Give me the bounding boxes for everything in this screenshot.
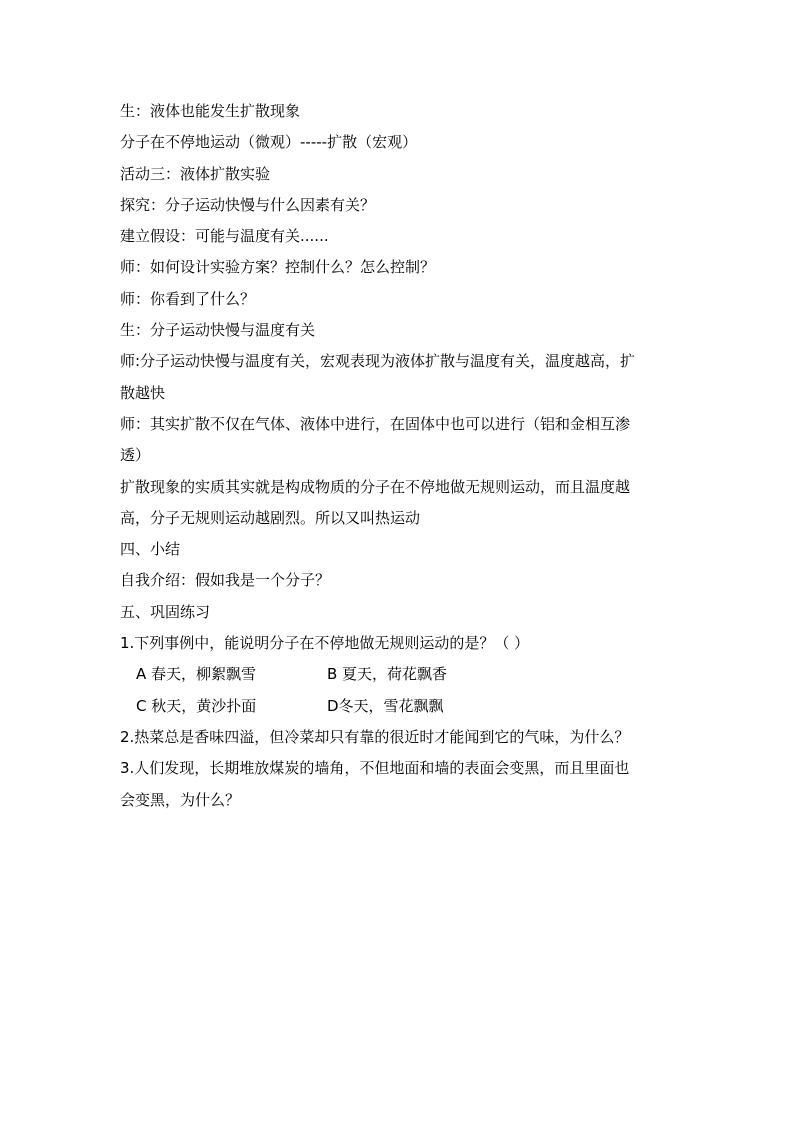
- inquiry-line: 探究：分子运动快慢与什么因素有关？: [120, 195, 376, 214]
- question-two: 2.热菜总是香味四溢，但冷菜却只有靠的很近时才能闻到它的气味，为什么？: [120, 727, 630, 746]
- teacher-question-observe: 师：你看到了什么？: [120, 289, 256, 308]
- option-c: C 秋天，黄沙扑面: [136, 696, 257, 715]
- paragraph-line: 会变黑，为什么？: [120, 790, 241, 809]
- question-one-options-row-2: [120, 691, 680, 722]
- paragraph-line: 高，分子无规则运动越剧烈。所以又叫热运动: [120, 508, 421, 527]
- hypothesis-line: 建立假设：可能与温度有关......: [120, 227, 329, 246]
- option-b: B 夏天，荷花飘香: [327, 665, 448, 684]
- question-three: [120, 753, 676, 816]
- paragraph-line: 3.人们发现，长期堆放煤炭的墙角，不但地面和墙的表面会变黑，而且里面也: [120, 759, 630, 778]
- teacher-paragraph-temperature: [120, 346, 676, 409]
- self-introduction-line: 自我介绍：假如我是一个分子？: [120, 571, 331, 590]
- section-five-heading: 五、巩固练习: [120, 602, 211, 621]
- diffusion-essence-paragraph: [120, 472, 676, 535]
- question-one-options-row-1: [120, 659, 680, 690]
- option-d: D冬天，雪花飘飘: [327, 696, 444, 715]
- teacher-paragraph-solid-diffusion: [120, 409, 676, 472]
- section-four-heading: 四、小结: [120, 540, 181, 559]
- paragraph-line: 透）: [120, 446, 151, 465]
- student-line-liquid-diffusion: 生：液体也能发生扩散现象: [120, 102, 301, 120]
- paragraph-line: 师：其实扩散不仅在气体、液体中进行，在固体中也可以进行（铝和金相互渗: [120, 414, 631, 433]
- student-answer-temperature: 生：分子运动快慢与温度有关: [120, 321, 316, 340]
- paragraph-line: 扩散现象的实质其实就是构成物质的分子在不停地做无规则运动，而且温度越: [120, 477, 631, 496]
- molecule-motion-line: 分子在不停地运动（微观）-----扩散（宏观）: [120, 133, 418, 152]
- teacher-question-design: 师：如何设计实验方案？控制什么？怎么控制？: [120, 258, 436, 277]
- paragraph-line: 师:分子运动快慢与温度有关，宏观表现为液体扩散与温度有关，温度越高，扩: [120, 352, 636, 371]
- paragraph-line: 散越快: [120, 383, 166, 402]
- question-one: 1.下列事例中，能说明分子在不停地做无规则运动的是？（ ）: [120, 634, 530, 653]
- activity-three-heading: 活动三：液体扩散实验: [120, 164, 271, 183]
- document-page: [120, 96, 680, 816]
- option-a: A 春天，柳絮飘雪: [136, 665, 257, 684]
